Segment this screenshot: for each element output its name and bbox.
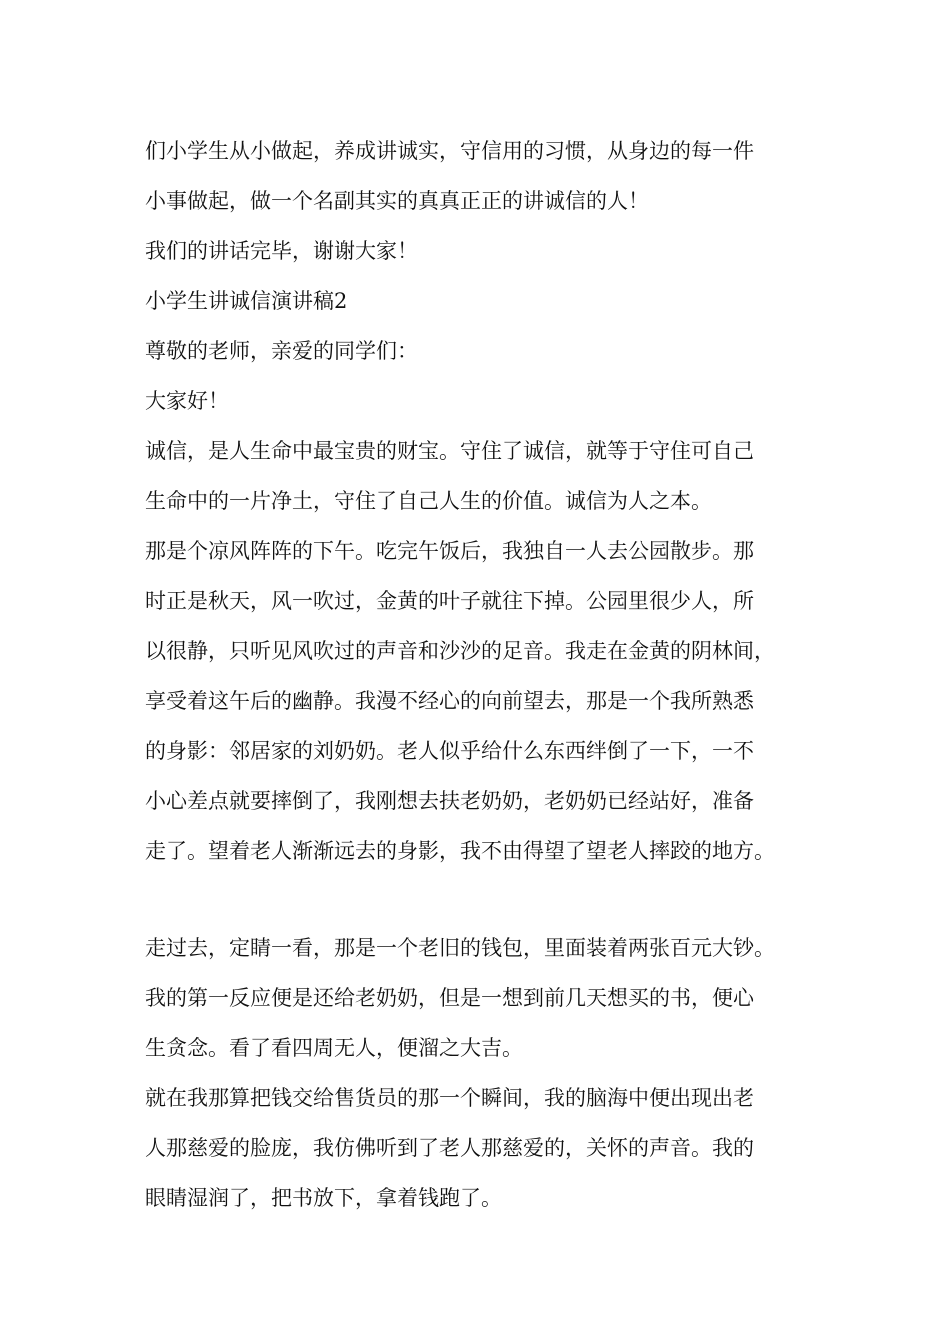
text-line-3: 我们的讲话完毕，谢谢大家！: [145, 239, 418, 263]
text-line-20: 人那慈爱的脸庞，我仿佛听到了老人那慈爱的，关怀的声音。我的: [145, 1136, 754, 1160]
text-line-15: 走了。望着老人渐渐远去的身影，我不由得望了望老人摔跤的地方。: [145, 839, 775, 863]
text-line-7: 诚信，是人生命中最宝贵的财宝。守住了诚信，就等于守住可自己: [145, 439, 754, 463]
text-line-16: 走过去，定睛一看，那是一个老旧的钱包，里面装着两张百元大钞。: [145, 936, 775, 960]
text-line-12: 享受着这午后的幽静。我漫不经心的向前望去，那是一个我所熟悉: [145, 689, 754, 713]
text-line-17: 我的第一反应便是还给老奶奶，但是一想到前几天想买的书，便心: [145, 986, 754, 1010]
text-line-2: 小事做起，做一个名副其实的真真正正的讲诚信的人！: [145, 189, 649, 213]
text-line-14: 小心差点就要摔倒了，我刚想去扶老奶奶，老奶奶已经站好，准备: [145, 789, 754, 813]
greeting-line: 大家好！: [145, 389, 229, 413]
text-line-11: 以很静，只听见风吹过的声音和沙沙的足音。我走在金黄的阴林间，: [145, 639, 775, 663]
text-line-8: 生命中的一片净土，守住了自己人生的价值。诚信为人之本。: [145, 489, 712, 513]
text-line-9: 那是个凉风阵阵的下午。吃完午饭后，我独自一人去公园散步。那: [145, 539, 754, 563]
text-line-13: 的身影：邻居家的刘奶奶。老人似乎给什么东西绊倒了一下，一不: [145, 739, 754, 763]
text-line-18: 生贪念。看了看四周无人，便溜之大吉。: [145, 1036, 523, 1060]
text-line-1: 们小学生从小做起，养成讲诚实，守信用的习惯，从身边的每一件: [145, 139, 754, 163]
salutation-line: 尊敬的老师，亲爱的同学们：: [145, 339, 418, 363]
text-line-21: 眼睛湿润了，把书放下，拿着钱跑了。: [145, 1186, 502, 1210]
section-heading: 小学生讲诚信演讲稿2: [145, 289, 348, 313]
text-line-19: 就在我那算把钱交给售货员的那一个瞬间，我的脑海中便出现出老: [145, 1086, 754, 1110]
text-line-10: 时正是秋天，风一吹过，金黄的叶子就往下掉。公园里很少人，所: [145, 589, 754, 613]
